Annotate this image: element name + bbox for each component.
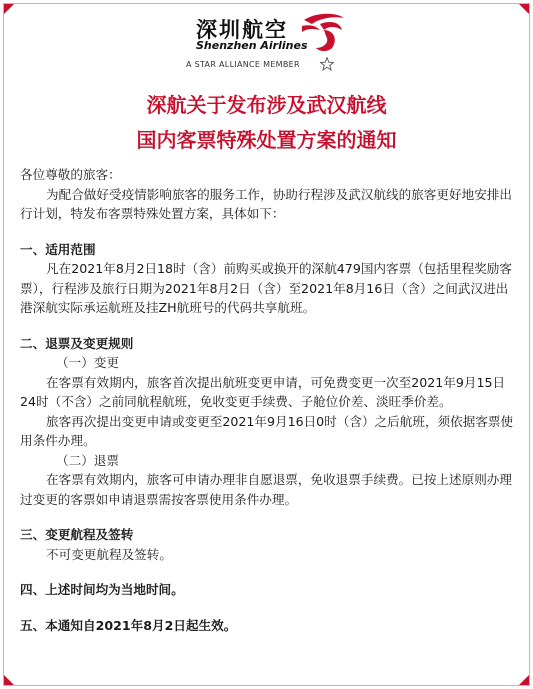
alliance-tagline: A STAR ALLIANCE MEMBER (186, 60, 300, 69)
section-1-heading: 一、适用范围 (20, 241, 96, 257)
corner-ornament (4, 675, 14, 685)
section-2-sub2-heading: （二）退票 (56, 452, 119, 468)
shenzhen-airlines-logo-icon (298, 10, 348, 54)
notice-title-line1: 深航关于发布涉及武汉航线 (146, 93, 387, 117)
notice-body (20, 165, 518, 635)
notice-title-line2: 国内客票特殊处置方案的通知 (136, 128, 397, 152)
brand-header (0, 6, 533, 76)
section-2-sub2-text: 在客票有效期内，旅客可申请办理非自愿退票，免收退票手续费。已按上述原则办理过变更的客票如申请退票需按客票使用条件办理。 (20, 472, 512, 507)
brand-name-cn: 深圳航空 (196, 18, 288, 42)
corner-ornament (519, 675, 529, 685)
star-alliance-icon (320, 57, 334, 71)
greeting: 各位尊敬的旅客： (20, 167, 121, 182)
section-2-heading: 二、退票及变更规则 (20, 335, 134, 351)
section-2-sub1-text2: 旅客再次提出变更申请或变更至2021年9月16日0时（含）之后航班，须依据客票使用条件办理。 (20, 413, 514, 448)
section-3-text: 不可变更航程及签转。 (46, 546, 172, 562)
intro-paragraph: 为配合做好受疫情影响旅客的服务工作，协助行程涉及武汉航线的旅客更好地安排出行计划，特发布客票特殊处置方案，具体如下： (20, 186, 512, 221)
section-1-text: 凡在2021年8月2日18时（含）前购买或换开的深航479国内客票（包括里程奖励客票），行程涉及旅行日期为2021年8月2日（含）至2021年8月16日（含）之间武汉进出港深航实际承运航班及挂ZH航班号的代码共享航班。 (20, 261, 512, 315)
section-4-text: 四、上述时间均为当地时间。 (20, 582, 184, 597)
section-5-text: 五、本通知自2021年8月2日起生效。 (20, 617, 237, 633)
section-2-sub1-heading: （一）变更 (56, 355, 119, 370)
section-2-sub1-text1: 在客票有效期内，旅客首次提出航班变更申请，可免费变更一次至2021年9月15日24时（不含）之前同航程航班，免收变更手续费、子舱位价差、淡旺季价差。 (20, 374, 506, 409)
brand-name-en: Shenzhen Airlines (196, 39, 308, 52)
section-3-heading: 三、变更航程及签转 (20, 527, 134, 542)
